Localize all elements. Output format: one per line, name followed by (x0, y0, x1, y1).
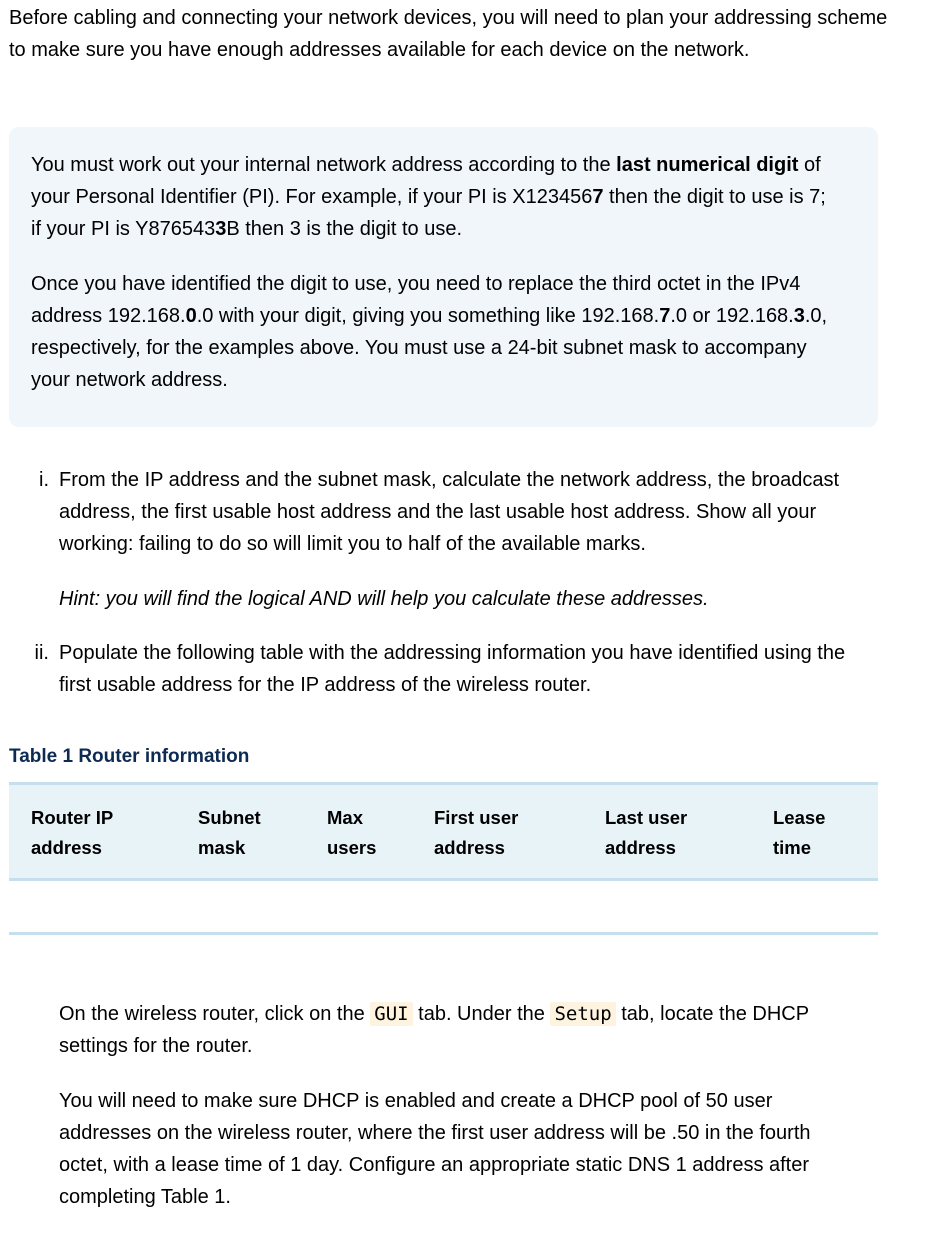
text-run: On the wireless router, click on the (59, 1003, 371, 1025)
dhcp-pool-paragraph: You will need to make sure DHCP is enabled and create a DHCP pool of 50 user addresses on the wireless router, where the first user address will be .50 in the fourth octet, with a lease time of 1 day. Configure an appropriate static DNS 1 address after completing Table 1. (59, 1090, 811, 1208)
header-line: address (434, 837, 505, 858)
dhcp-locate-paragraph (59, 998, 859, 1062)
cell-router-ip[interactable] (9, 880, 198, 934)
header-router-ip (9, 784, 198, 880)
pi-instructions-box (9, 127, 878, 427)
header-line: time (773, 837, 812, 858)
text-run: Once you have identified the digit to use, you need to replace the third octet in the IPv4 address 192.168. (31, 273, 801, 327)
emphasis-octet: 7 (659, 305, 671, 327)
header-last-user (605, 784, 773, 880)
step-item (9, 464, 859, 615)
header-line: Router IP (31, 807, 114, 828)
emphasis-digit: 3 (215, 218, 227, 240)
table-header-row (9, 784, 878, 880)
step-text: Populate the following table with the addressing information you have identified using the first usable address for the IP address of the wireless router. (59, 642, 846, 696)
header-max-users (327, 784, 434, 880)
text-run: then the digit to use is 7; if your PI is Y876543 (31, 186, 826, 240)
task-steps-list (9, 464, 889, 723)
router-info-table (9, 782, 878, 935)
emphasis-last-numerical-digit: last numerical digit (616, 154, 799, 176)
header-lease-time (773, 784, 878, 880)
cell-subnet-mask[interactable] (198, 880, 327, 934)
dhcp-instructions (59, 998, 859, 1236)
table-row (9, 880, 878, 934)
cell-first-user[interactable] (434, 880, 605, 934)
step-marker: ii. (34, 642, 49, 664)
header-line: address (605, 837, 676, 858)
cell-last-user[interactable] (605, 880, 773, 934)
step-text: From the IP address and the subnet mask, calculate the network address, the broadcast address, the first usable host address and the last usable host address. Show all your working: failing to do so will limit you to half of the available marks. (59, 469, 840, 555)
setup-tab-label: Setup (550, 1002, 615, 1026)
intro-paragraph: Before cabling and connecting your network devices, you will need to plan your addressing scheme to make sure you have enough addresses available for each device on the network. (9, 7, 888, 61)
text-run: .0 or 192.168. (670, 305, 794, 327)
text-run: .0, respectively, for the examples above. You must use a 24-bit subnet mask to accompany your network address. (31, 305, 828, 391)
emphasis-digit: 7 (592, 186, 604, 208)
header-line: mask (198, 837, 246, 858)
router-info-table-wrapper (9, 782, 878, 935)
header-line: Max (327, 807, 363, 828)
table-caption: Table 1 Router information (9, 746, 250, 767)
header-subnet-mask (198, 784, 327, 880)
header-first-user (434, 784, 605, 880)
octet-paragraph (31, 268, 841, 396)
text-run: tab. Under the (412, 1003, 551, 1025)
header-line: Lease (773, 807, 826, 828)
text-run: of your Personal Identifier (PI). For example, if your PI is X123456 (31, 154, 821, 208)
cell-lease-time[interactable] (773, 880, 878, 934)
header-line: address (31, 837, 102, 858)
emphasis-octet: 0 (185, 305, 197, 327)
header-line: Subnet (198, 807, 261, 828)
text-run: You must work out your internal network address according to the (31, 154, 617, 176)
header-line: First user (434, 807, 519, 828)
step-marker: i. (39, 469, 49, 491)
text-run: .0 with your digit, giving you something like 192.168. (196, 305, 660, 327)
header-line: Last user (605, 807, 688, 828)
emphasis-octet: 3 (793, 305, 805, 327)
step-item (9, 637, 859, 701)
text-run: B then 3 is the digit to use. (226, 218, 463, 240)
step-hint: Hint: you will find the logical AND will help you calculate these addresses. (59, 588, 709, 610)
gui-tab-label: GUI (370, 1002, 412, 1026)
text-run: tab, locate the DHCP settings for the router. (59, 1003, 809, 1057)
cell-max-users[interactable] (327, 880, 434, 934)
header-line: users (327, 837, 377, 858)
pi-digit-paragraph (31, 149, 841, 245)
